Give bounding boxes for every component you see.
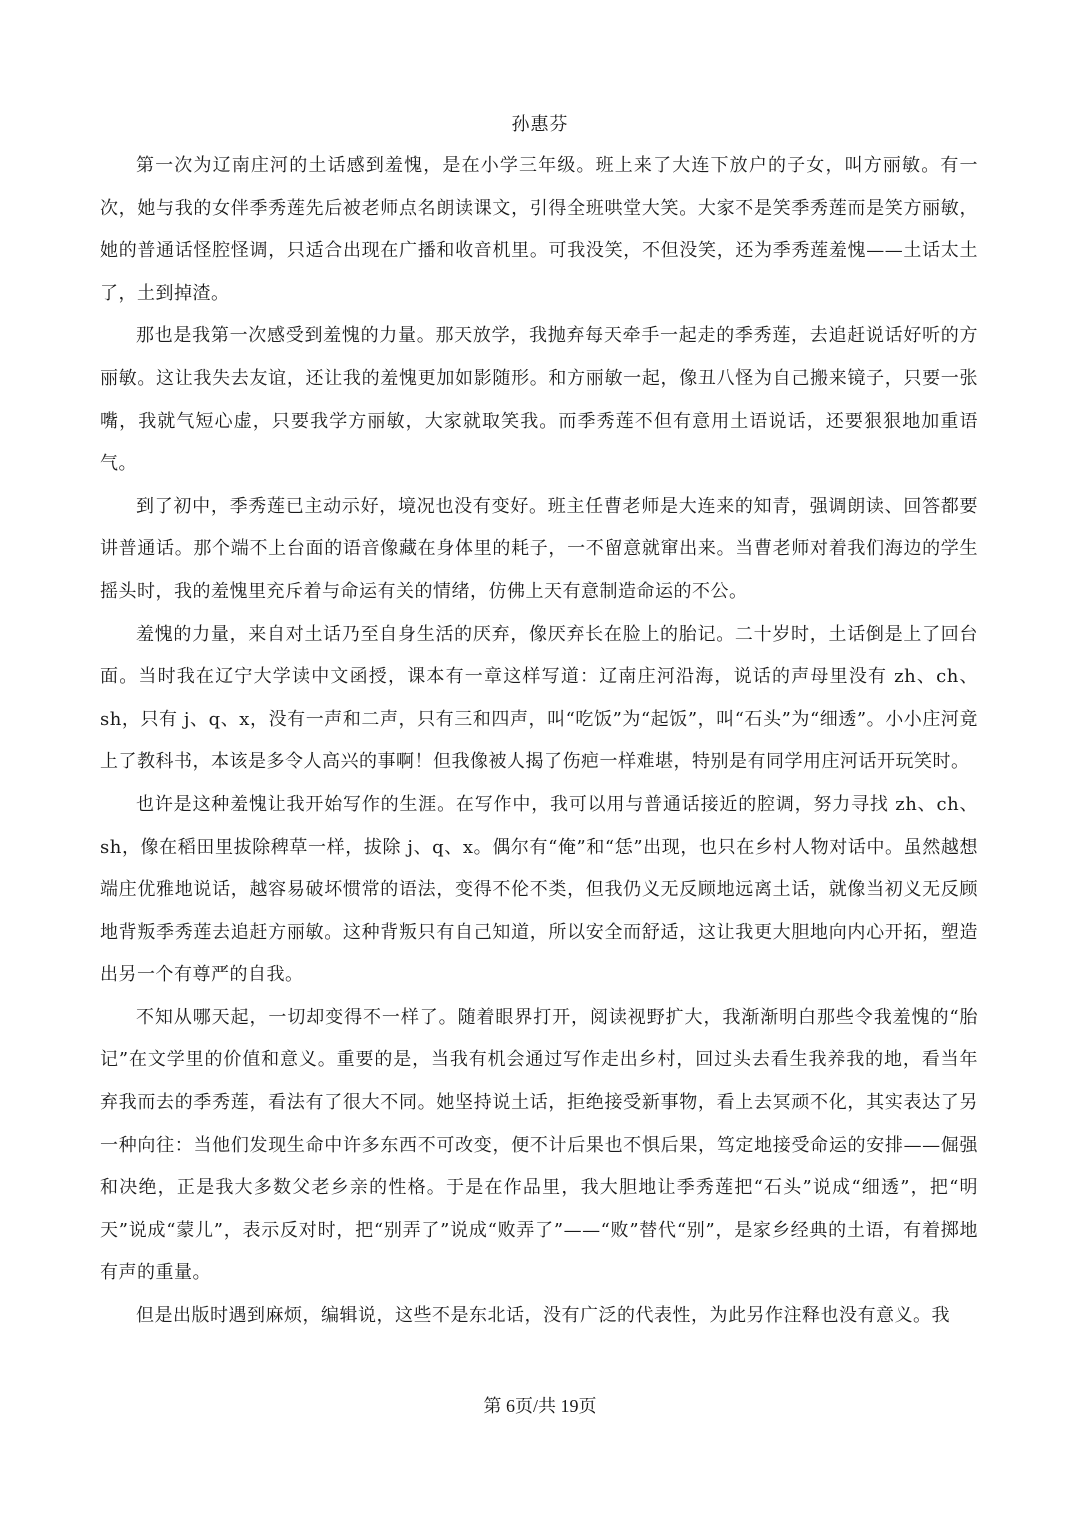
- page-number-footer: 第 6页/共 19页: [483, 1396, 597, 1416]
- paragraph-1: 第一次为辽南庄河的土话感到羞愧，是在小学三年级。班上来了大连下放户的子女，叫方丽敏。有一次，她与我的女伴季秀莲先后被老师点名朗读课文，引得全班哄堂大笑。大家不是笑季秀莲而是笑方丽敏，她的普通话怪腔怪调，只适合出现在广播和收音机里。可我没笑，不但没笑，还为季秀莲羞愧——土话太土了，土到掉渣。: [100, 155, 978, 304]
- paragraph-4: 羞愧的力量，来自对土话乃至自身生活的厌弃，像厌弃长在脸上的胎记。二十岁时，土话倒是上了回台面。当时我在辽宁大学读中文函授，课本有一章这样写道：辽南庄河沿海，说话的声母里没有 zh、ch、sh，只有 j、q、x，没有一声和二声，只有三和四声，叫“吃饭”为“起饭”，叫“石头”为“细透”。小小庄河竟上了教科书，本该是多令人高兴的事啊！但我像被人揭了伤疤一样难堪，特别是有同学用庄河话开玩笑时。: [100, 623, 978, 773]
- paragraph-7: 但是出版时遇到麻烦，编辑说，这些不是东北话，没有广泛的代表性，为此另作注释也没有意义。我: [136, 1305, 950, 1327]
- article-body: [100, 145, 978, 1338]
- paragraph-2: 那也是我第一次感受到羞愧的力量。那天放学，我抛弃每天牵手一起走的季秀莲，去追赶说话好听的方丽敏。这让我失去友谊，还让我的羞愧更加如影随形。和方丽敏一起，像丑八怪为自己搬来镜子，只要一张嘴，我就气短心虚，只要我学方丽敏，大家就取笑我。而季秀莲不但有意用土语说话，还要狠狠地加重语气。: [100, 325, 978, 475]
- author-name: 孙惠芬: [511, 114, 569, 135]
- paragraph-3: 到了初中，季秀莲已主动示好，境况也没有变好。班主任曹老师是大连来的知青，强调朗读、回答都要讲普通话。那个端不上台面的语音像藏在身体里的耗子，一不留意就窜出来。当曹老师对着我们海边的学生摇头时，我的羞愧里充斥着与命运有关的情绪，仿佛上天有意制造命运的不公。: [100, 495, 978, 602]
- paragraph-5: 也许是这种羞愧让我开始写作的生涯。在写作中，我可以用与普通话接近的腔调，努力寻找 zh、ch、sh，像在稻田里拔除稗草一样，拔除 j、q、x。偶尔有“俺”和“恁”出现，也只在乡村人物对话中。虽然越想端庄优雅地说话，越容易破坏惯常的语法，变得不伦不类，但我仍义无反顾地远离土话，就像当初义无反顾地背叛季秀莲去追赶方丽敏。这种背叛只有自己知道，所以安全而舒适，这让我更大胆地向内心开拓，塑造出另一个有尊严的自我。: [100, 793, 978, 986]
- paragraph-6: 不知从哪天起，一切却变得不一样了。随着眼界打开，阅读视野扩大，我渐渐明白那些令我羞愧的“胎记”在文学里的价值和意义。重要的是，当我有机会通过写作走出乡村，回过头去看生我养我的地，看当年弃我而去的季秀莲，看法有了很大不同。她坚持说土话，拒绝接受新事物，看上去冥顽不化，其实表达了另一种向往：当他们发现生命中许多东西不可改变，便不计后果也不惧后果，笃定地接受命运的安排——倔强和决绝，正是我大多数父老乡亲的性格。于是在作品里，我大胆地让季秀莲把“石头”说成“细透”，把“明天”说成“蒙儿”，表示反对时，把“别弄了”说成“败弄了”——“败”替代“别”，是家乡经典的土语，有着掷地有声的重量。: [100, 1006, 978, 1284]
